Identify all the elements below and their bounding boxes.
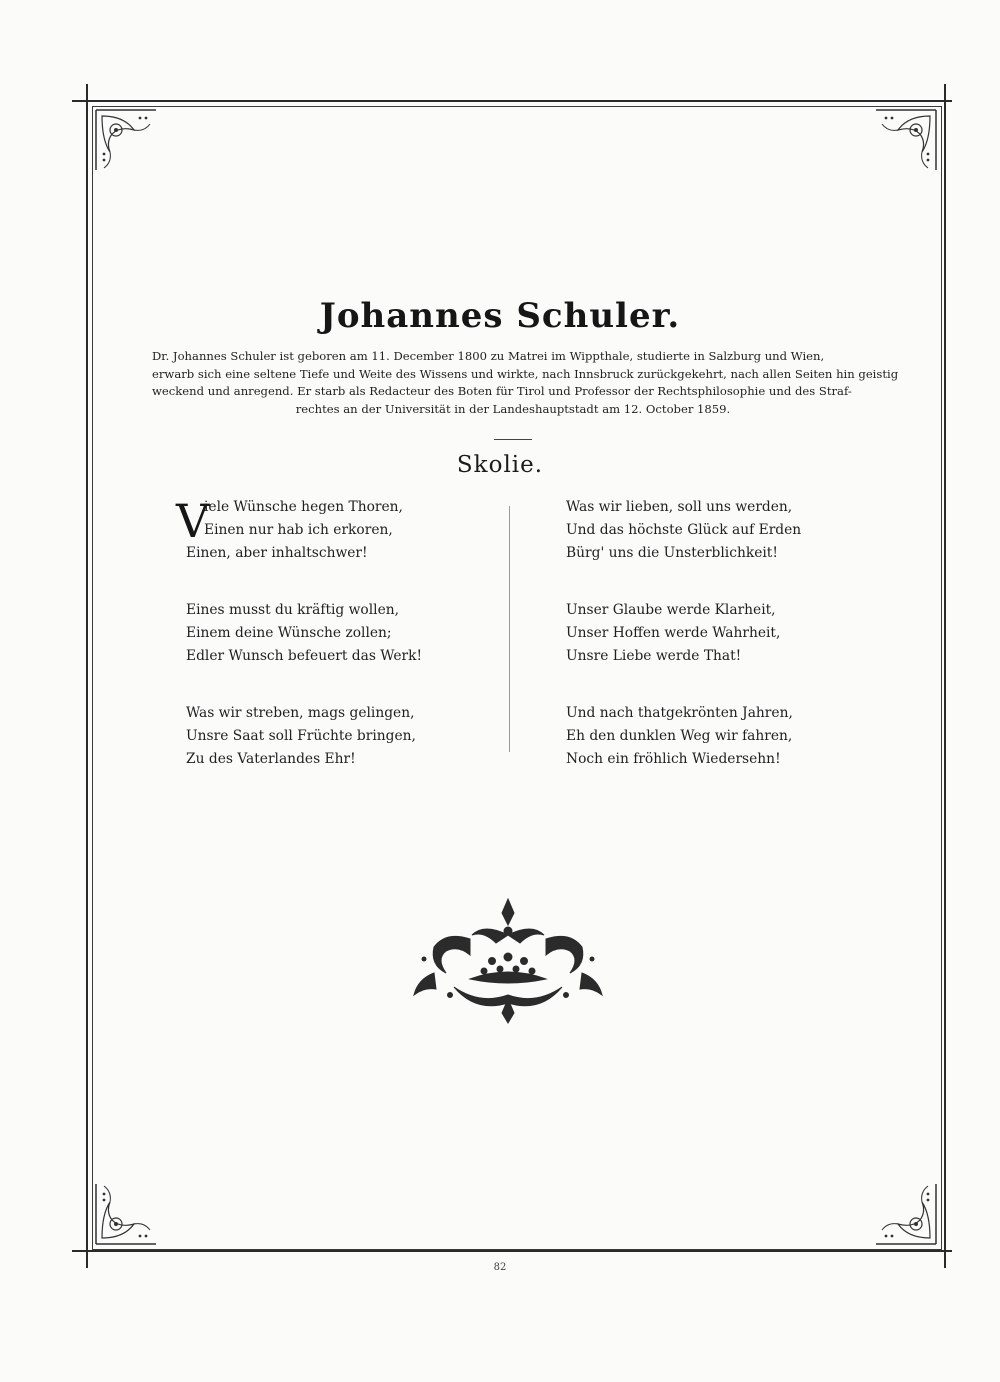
floral-vignette-ornament [410, 895, 606, 1025]
verse-line: Was wir streben, mags gelingen, [186, 705, 415, 721]
corner-ornament-bottom-left [94, 1180, 160, 1246]
verse-line: Und nach thatgekrönten Jahren, [566, 705, 793, 721]
verse-line: Unsre Saat soll Früchte bringen, [186, 728, 416, 744]
poem-column-right [566, 496, 856, 805]
verse-line: Unser Glaube werde Klarheit, [566, 602, 776, 618]
stanza [186, 496, 476, 565]
stanza [566, 702, 856, 771]
biography-line: erwarb sich eine seltene Tiefe und Weite des Wissens und wirkte, nach Innsbruck zurückgekehrt, nach allen Seiten hin geistig [152, 366, 899, 381]
poem-column-left [186, 496, 476, 805]
page-number: 82 [493, 1262, 507, 1273]
verse-line: Einen, aber inhaltschwer! [186, 545, 368, 561]
verse-line: Edler Wunsch befeuert das Werk! [186, 648, 423, 664]
frame-rule-left [86, 84, 88, 1268]
frame-rule-bottom [72, 1250, 952, 1252]
verse-line: Unser Hoffen werde Wahrheit, [566, 625, 781, 641]
poem-title: Skolie. [456, 452, 544, 478]
verse-line: Noch ein fröhlich Wiedersehn! [566, 751, 781, 767]
column-divider [509, 506, 510, 752]
biography-line: Dr. Johannes Schuler ist geboren am 11. December 1800 zu Matrei im Wippthale, studierte in Salzburg und Wien, [152, 349, 825, 363]
verse-line: Was wir lieben, soll uns werden, [566, 499, 793, 515]
corner-ornament-top-right [872, 108, 938, 174]
biography-paragraph [152, 348, 899, 418]
stanza [186, 702, 476, 771]
corner-ornament-top-left [94, 108, 160, 174]
corner-ornament-bottom-right [872, 1180, 938, 1246]
verse-line: Und das höchste Glück auf Erden [566, 522, 802, 538]
frame-rule-right [944, 84, 946, 1268]
stanza [566, 496, 856, 565]
biography-line: weckend und anregend. Er starb als Redacteur des Boten für Tirol und Professor der Rechtsphilosophie und des Straf- [152, 384, 852, 399]
stanza [186, 599, 476, 668]
verse-line: Einem deine Wünsche zollen; [186, 625, 392, 641]
verse-line: Unsre Liebe werde That! [566, 648, 742, 664]
biography-line: rechtes an der Universität in der Landeshauptstadt am 12. October 1859. [295, 401, 731, 416]
verse-line: iele Wünsche hegen Thoren, [204, 499, 403, 515]
verse-line: Zu des Vaterlandes Ehr! [186, 751, 356, 767]
verse-line: Eines musst du kräftig wollen, [186, 602, 400, 618]
verse-line: Einen nur hab ich erkoren, [204, 522, 393, 538]
stanza [566, 599, 856, 668]
verse-line: Eh den dunklen Weg wir fahren, [566, 728, 793, 744]
frame-rule-top [72, 100, 952, 102]
section-separator [494, 439, 532, 440]
verse-line: Bürg' uns die Unsterblichkeit! [566, 545, 778, 561]
page-title: Johannes Schuler. [319, 296, 681, 336]
drop-cap: V [176, 494, 210, 548]
